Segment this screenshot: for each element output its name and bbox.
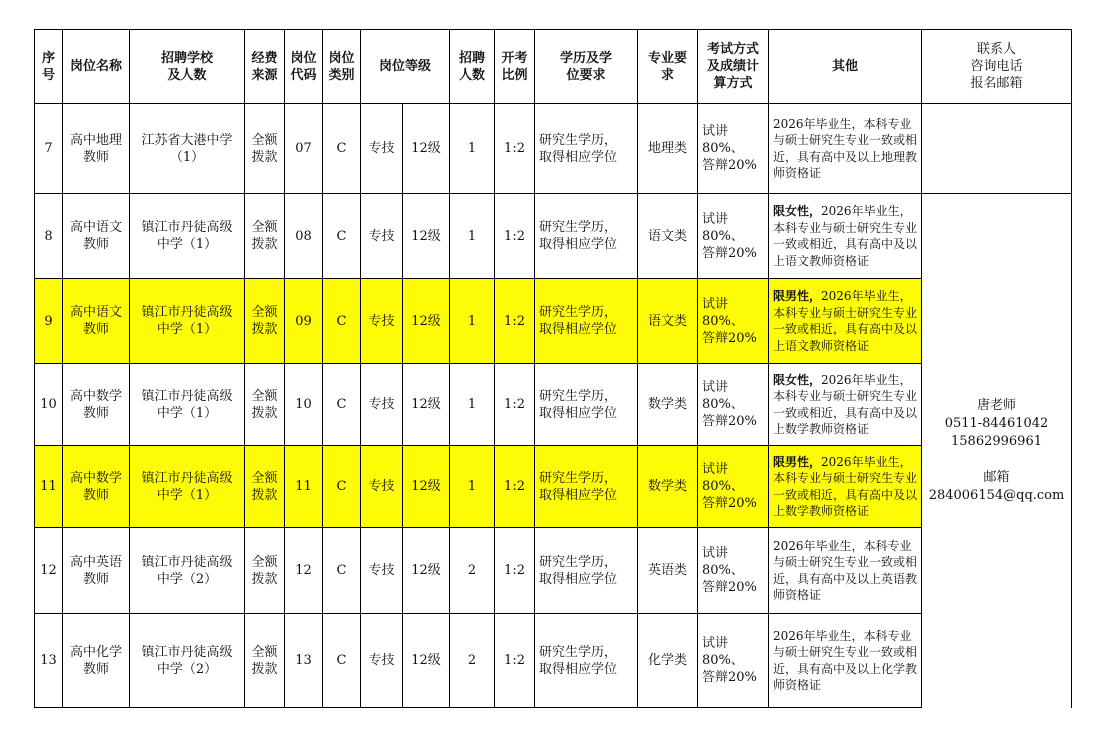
- cell-category: C: [323, 364, 361, 446]
- table-row: [35, 194, 1072, 279]
- cell-funding: 全额 拨款: [245, 446, 285, 528]
- cell-code: 10: [285, 364, 323, 446]
- header-contact: 联系人 咨询电话 报名邮箱: [922, 30, 1072, 104]
- cell-seq: 10: [35, 364, 63, 446]
- cell-code: 13: [285, 614, 323, 708]
- cell-degree: 研究生学历， 取得相应学位: [535, 614, 638, 708]
- cell-category: C: [323, 528, 361, 614]
- cell-grade-level: 12级: [403, 194, 450, 279]
- header-code: 岗位 代码: [285, 30, 323, 104]
- cell-degree: 研究生学历， 取得相应学位: [535, 528, 638, 614]
- other-restriction: 限男性，: [773, 454, 822, 469]
- cell-major: 化学类: [638, 614, 698, 708]
- cell-seq: 9: [35, 279, 63, 364]
- cell-grade-level: 12级: [403, 528, 450, 614]
- other-restriction: 限女性，: [773, 372, 822, 387]
- header-degree: 学历及学 位要求: [535, 30, 638, 104]
- cell-grade-type: 专技: [361, 279, 403, 364]
- cell-ratio: 1:2: [495, 528, 535, 614]
- cell-post-name: 高中语文 教师: [63, 194, 130, 279]
- other-text: 2026年毕业生，本科专业与硕士研究生专业一致或相近，具有高中及以上数学教师资格证: [773, 454, 918, 518]
- cell-school: 镇江市丹徒高级 中学（1）: [130, 446, 245, 528]
- cell-grade-level: 12级: [403, 446, 450, 528]
- cell-degree: 研究生学历， 取得相应学位: [535, 279, 638, 364]
- cell-category: C: [323, 614, 361, 708]
- cell-count: 1: [450, 104, 495, 194]
- cell-ratio: 1:2: [495, 104, 535, 194]
- header-seq: 序 号: [35, 30, 63, 104]
- cell-funding: 全额 拨款: [245, 104, 285, 194]
- other-text: 2026年毕业生，本科专业与硕士研究生专业一致或相近，具有高中及以上英语教师资格证: [773, 538, 918, 602]
- other-text: 2026年毕业生，本科专业与硕士研究生专业一致或相近，具有高中及以上数学教师资格证: [773, 372, 918, 436]
- cell-exam: 试讲80%、 答辩20%: [698, 446, 769, 528]
- cell-post-name: 高中数学 教师: [63, 364, 130, 446]
- cell-count: 1: [450, 446, 495, 528]
- cell-major: 数学类: [638, 446, 698, 528]
- cell-exam: 试讲80%、 答辩20%: [698, 104, 769, 194]
- table-row: [35, 104, 1072, 194]
- cell-major: 语文类: [638, 194, 698, 279]
- cell-count: 1: [450, 194, 495, 279]
- cell-exam: 试讲80%、 答辩20%: [698, 614, 769, 708]
- header-major: 专业要 求: [638, 30, 698, 104]
- header-school: 招聘学校 及人数: [130, 30, 245, 104]
- cell-post-name: 高中语文 教师: [63, 279, 130, 364]
- recruitment-table: [34, 29, 1072, 708]
- cell-exam: 试讲80%、 答辩20%: [698, 194, 769, 279]
- cell-category: C: [323, 279, 361, 364]
- cell-funding: 全额 拨款: [245, 364, 285, 446]
- cell-grade-level: 12级: [403, 364, 450, 446]
- header-row: [35, 30, 1072, 104]
- cell-category: C: [323, 104, 361, 194]
- other-text: 2026年毕业生，本科专业与硕士研究生专业一致或相近，具有高中及以上语文教师资格证: [773, 204, 918, 268]
- cell-degree: 研究生学历， 取得相应学位: [535, 104, 638, 194]
- cell-other: [769, 528, 922, 614]
- cell-grade-level: 12级: [403, 279, 450, 364]
- cell-other: [769, 279, 922, 364]
- cell-exam: 试讲80%、 答辩20%: [698, 364, 769, 446]
- cell-grade-level: 12级: [403, 614, 450, 708]
- cell-degree: 研究生学历， 取得相应学位: [535, 446, 638, 528]
- cell-major: 数学类: [638, 364, 698, 446]
- cell-grade-type: 专技: [361, 194, 403, 279]
- cell-exam: 试讲80%、 答辩20%: [698, 279, 769, 364]
- cell-school: 江苏省大港中学 （1）: [130, 104, 245, 194]
- cell-post-name: 高中地理 教师: [63, 104, 130, 194]
- cell-major: 语文类: [638, 279, 698, 364]
- cell-school: 镇江市丹徒高级 中学（1）: [130, 364, 245, 446]
- cell-post-name: 高中数学 教师: [63, 446, 130, 528]
- cell-exam: 试讲80%、 答辩20%: [698, 528, 769, 614]
- cell-post-name: 高中英语 教师: [63, 528, 130, 614]
- cell-seq: 11: [35, 446, 63, 528]
- table-body: [35, 104, 1072, 708]
- cell-category: C: [323, 446, 361, 528]
- cell-count: 2: [450, 614, 495, 708]
- other-text: 2026年毕业生，本科专业与硕士研究生专业一致或相近，具有高中及以上地理教师资格证: [773, 116, 918, 180]
- cell-major: 地理类: [638, 104, 698, 194]
- cell-code: 11: [285, 446, 323, 528]
- contact-email: 284006154@qq.com: [928, 487, 1065, 503]
- cell-contact-empty: [922, 104, 1072, 194]
- cell-code: 08: [285, 194, 323, 279]
- cell-school: 镇江市丹徒高级 中学（2）: [130, 528, 245, 614]
- header-other: 其他: [769, 30, 922, 104]
- header-post-name: 岗位名称: [63, 30, 130, 104]
- cell-other: [769, 104, 922, 194]
- cell-ratio: 1:2: [495, 194, 535, 279]
- other-restriction: 限女性，: [773, 204, 822, 218]
- table-row: [35, 528, 1072, 614]
- cell-ratio: 1:2: [495, 446, 535, 528]
- cell-ratio: 1:2: [495, 614, 535, 708]
- cell-other: [769, 614, 922, 708]
- other-text: 2026年毕业生，本科专业与硕士研究生专业一致或相近，具有高中及以上化学教师资格证: [773, 628, 918, 692]
- cell-funding: 全额 拨款: [245, 194, 285, 279]
- header-category: 岗位 类别: [323, 30, 361, 104]
- table-row: [35, 364, 1072, 446]
- cell-code: 12: [285, 528, 323, 614]
- cell-count: 1: [450, 364, 495, 446]
- cell-count: 1: [450, 279, 495, 364]
- cell-seq: 12: [35, 528, 63, 614]
- table-row: [35, 614, 1072, 708]
- contact-phone-mobile: 15862996961: [951, 433, 1042, 449]
- other-restriction: 限男性，: [773, 289, 822, 303]
- cell-seq: 13: [35, 614, 63, 708]
- recruitment-table-sheet: [34, 29, 1071, 713]
- cell-degree: 研究生学历， 取得相应学位: [535, 194, 638, 279]
- cell-school: 镇江市丹徒高级 中学（1）: [130, 279, 245, 364]
- cell-count: 2: [450, 528, 495, 614]
- cell-seq: 8: [35, 194, 63, 279]
- cell-post-name: 高中化学 教师: [63, 614, 130, 708]
- table-row: [35, 446, 1072, 528]
- header-ratio: 开考 比例: [495, 30, 535, 104]
- cell-grade-level: 12级: [403, 104, 450, 194]
- cell-grade-type: 专技: [361, 364, 403, 446]
- table-row: [35, 279, 1072, 364]
- contact-person: 唐老师: [977, 397, 1017, 413]
- cell-other: [769, 364, 922, 446]
- cell-code: 09: [285, 279, 323, 364]
- contact-email-label: 邮箱: [983, 469, 1010, 485]
- cell-ratio: 1:2: [495, 279, 535, 364]
- cell-seq: 7: [35, 104, 63, 194]
- header-count: 招聘 人数: [450, 30, 495, 104]
- header-exam: 考试方式 及成绩计 算方式: [698, 30, 769, 104]
- cell-grade-type: 专技: [361, 614, 403, 708]
- header-grade: 岗位等级: [361, 30, 450, 104]
- cell-grade-type: 专技: [361, 528, 403, 614]
- other-text: 2026年毕业生，本科专业与硕士研究生专业一致或相近，具有高中及以上语文教师资格证: [773, 289, 918, 353]
- cell-school: 镇江市丹徒高级 中学（1）: [130, 194, 245, 279]
- contact-info: [922, 194, 1072, 708]
- cell-funding: 全额 拨款: [245, 279, 285, 364]
- header-funding: 经费 来源: [245, 30, 285, 104]
- cell-major: 英语类: [638, 528, 698, 614]
- cell-other: [769, 446, 922, 528]
- cell-degree: 研究生学历， 取得相应学位: [535, 364, 638, 446]
- cell-school: 镇江市丹徒高级 中学（2）: [130, 614, 245, 708]
- contact-gap: [924, 451, 1069, 469]
- cell-ratio: 1:2: [495, 364, 535, 446]
- cell-grade-type: 专技: [361, 104, 403, 194]
- cell-code: 07: [285, 104, 323, 194]
- cell-funding: 全额 拨款: [245, 528, 285, 614]
- cell-grade-type: 专技: [361, 446, 403, 528]
- cell-other: [769, 194, 922, 279]
- cell-category: C: [323, 194, 361, 279]
- cell-funding: 全额 拨款: [245, 614, 285, 708]
- contact-phone-landline: 0511-84461042: [944, 415, 1049, 431]
